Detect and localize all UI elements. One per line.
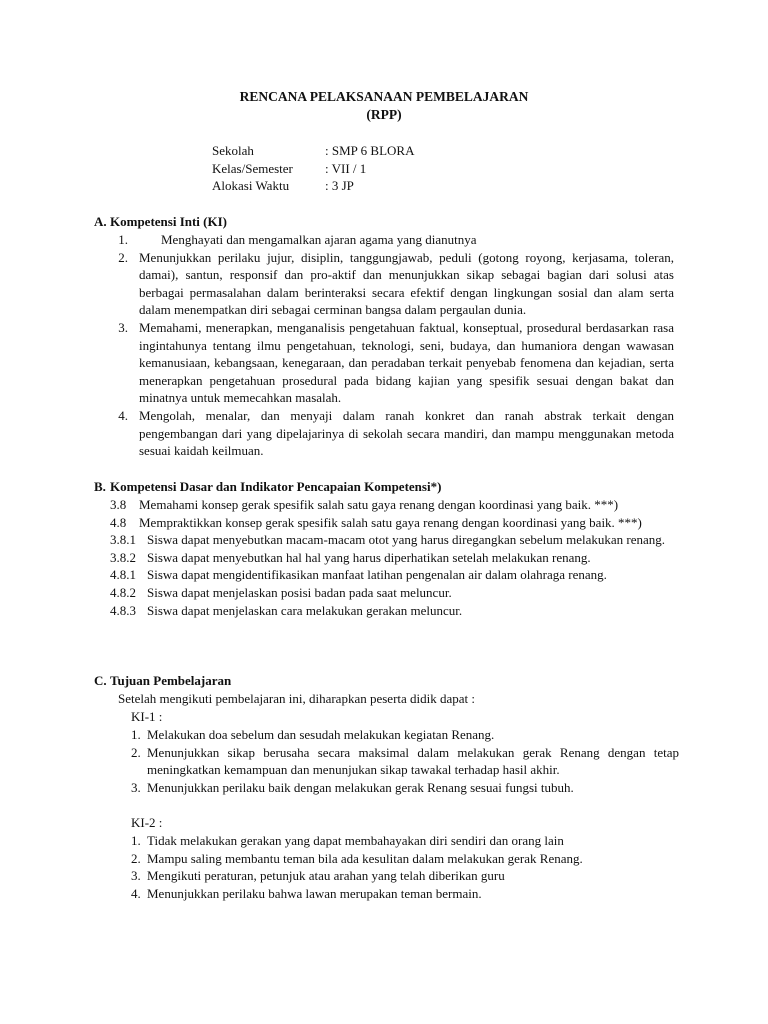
item-text: Menunjukkan perilaku baik dengan melakukan gerak Renang sesuai fungsi tubuh.	[147, 779, 574, 795]
ki1-goal-list	[131, 726, 679, 796]
document-title: RENCANA PELAKSANAAN PEMBELAJARAN	[239, 89, 529, 104]
identity-value: : 3 JP	[325, 178, 354, 193]
item-number: 3.8	[110, 497, 127, 512]
section-b-heading	[94, 478, 441, 496]
list-item	[110, 549, 674, 567]
item-text: Mempraktikkan konsep gerak spesifik salah satu gaya renang dengan koordinasi yang baik. ***)	[139, 514, 642, 530]
item-number: 3.	[131, 868, 141, 884]
item-text: Memahami konsep gerak spesifik salah satu gaya renang dengan koordinasi yang baik. ***)	[139, 497, 619, 512]
list-item	[131, 744, 679, 779]
item-text: Mengikuti peraturan, petunjuk atau arahan yang telah diberikan guru	[147, 868, 505, 884]
list-item	[108, 407, 674, 460]
item-text: Menunjukkan perilaku jujur, disiplin, tanggungjawab, peduli (gotong royong, kerjasama, toleran, damai), santun, responsif dan pro-aktif dan menunjukkan sikap sebagai bagian dari solusi atas berbagai permasalahan dalam berinteraksi secara efektif dengan lingkungan sosial dan alam serta dalam menempatkan diri sebagai cerminan bangsa dalam pergaulan dunia.	[139, 249, 674, 318]
section-c-heading	[94, 672, 231, 690]
identity-row	[212, 142, 414, 160]
item-text: Menghayati dan mengamalkan ajaran agama yang dianutnya	[161, 232, 477, 247]
item-text: Siswa dapat mengidentifikasikan manfaat latihan pengenalan air dalam olahraga renang.	[147, 567, 607, 583]
list-item	[131, 779, 679, 797]
list-item	[110, 602, 674, 620]
item-text: Memahami, menerapkan, menganalisis pengetahuan faktual, konseptual, prosedural berdasarkan rasa ingintahunya tentang ilmu pengetahuan, teknologi, seni, budaya, dan humaniora dengan wawasan kemanusiaan, kebangsaan, kenegaraan, dan peradaban terkait penyebab fenomena dan kejadian, serta menerapkan pengetahuan prosedural pada bidang kajian yang spesifik sesuai dengan bakat dan minatnya untuk memecahkan masalah.	[139, 319, 674, 406]
list-item	[131, 726, 679, 744]
ki1-label: KI-1 :	[131, 709, 163, 724]
list-item	[110, 566, 674, 584]
item-text: Mengolah, menalar, dan menyaji dalam ranah konkret dan ranah abstrak terkait dengan pengembangan dari yang dipelajarinya di sekolah secara mandiri, dan mampu menggunakan metoda sesuai kaidah keilmuan.	[139, 407, 674, 459]
identity-value: : SMP 6 BLORA	[325, 143, 415, 158]
identity-value: : VII / 1	[325, 160, 367, 176]
identity-row	[212, 177, 414, 195]
item-number: 1.	[118, 232, 128, 247]
item-text: Menunjukkan sikap berusaha secara maksimal dalam melakukan gerak Renang dengan tetap meningkatkan kemampuan dan menunjukan sikap tawakal terhadap hasil akhir.	[147, 744, 679, 778]
identity-label: Alokasi Waktu	[212, 178, 290, 193]
list-item	[131, 832, 679, 850]
item-text: Mampu saling membantu teman bila ada kesulitan dalam melakukan gerak Renang.	[147, 850, 583, 866]
item-number: 4.8.3	[110, 602, 136, 618]
learning-goals-intro: Setelah mengikuti pembelajaran ini, diharapkan peserta didik dapat :	[118, 691, 476, 706]
item-number: 2.	[131, 744, 141, 760]
item-text: Siswa dapat menyebutkan macam-macam otot yang harus diregangkan sebelum melakukan renang.	[147, 532, 666, 548]
identity-label: Sekolah	[212, 143, 254, 158]
section-letter: C.	[94, 673, 107, 688]
section-letter: B.	[94, 479, 106, 494]
item-number: 3.8.1	[110, 532, 136, 548]
section-a-heading	[94, 213, 227, 231]
item-text: Siswa dapat menjelaskan posisi badan pada saat meluncur.	[147, 584, 452, 600]
identity-block	[212, 142, 414, 195]
ki2-label: KI-2 :	[131, 815, 163, 830]
core-competency-list	[108, 231, 674, 460]
item-number: 4.	[118, 407, 128, 423]
item-number: 2.	[118, 249, 128, 265]
item-number: 1.	[131, 833, 141, 848]
item-number: 2.	[131, 850, 141, 866]
section-letter: A.	[94, 214, 107, 229]
list-item	[131, 850, 679, 868]
item-text: Melakukan doa sebelum dan sesudah melakukan kegiatan Renang.	[147, 727, 495, 742]
item-number: 1.	[131, 727, 141, 742]
item-number: 4.	[131, 885, 141, 901]
item-number: 4.8	[110, 514, 127, 530]
item-text: Menunjukkan perilaku bahwa lawan merupakan teman bermain.	[147, 885, 482, 901]
document-subtitle: (RPP)	[366, 107, 402, 122]
section-title: Kompetensi Dasar dan Indikator Pencapaian Kompetensi*)	[110, 479, 442, 494]
ki2-goal-list	[131, 832, 679, 902]
basic-competency-list	[110, 496, 674, 619]
section-title: Kompetensi Inti (KI)	[110, 214, 227, 229]
list-item	[110, 496, 674, 514]
list-item	[108, 249, 674, 319]
item-number: 3.8.2	[110, 549, 136, 565]
list-item	[110, 531, 674, 549]
list-item	[131, 885, 679, 903]
identity-row	[212, 160, 414, 178]
list-item	[110, 584, 674, 602]
item-number: 4.8.2	[110, 584, 136, 600]
list-item	[108, 319, 674, 407]
identity-label: Kelas/Semester	[212, 160, 293, 176]
list-item	[131, 867, 679, 885]
item-text: Siswa dapat menjelaskan cara melakukan gerakan meluncur.	[147, 602, 463, 618]
item-text: Tidak melakukan gerakan yang dapat membahayakan diri sendiri dan orang lain	[147, 833, 564, 848]
item-text: Siswa dapat menyebutkan hal hal yang harus diperhatikan setelah melakukan renang.	[147, 549, 591, 565]
item-number: 3.	[118, 319, 128, 335]
list-item	[108, 231, 674, 249]
item-number: 3.	[131, 779, 141, 795]
list-item	[110, 514, 674, 532]
section-title: Tujuan Pembelajaran	[110, 673, 232, 688]
item-number: 4.8.1	[110, 567, 136, 583]
